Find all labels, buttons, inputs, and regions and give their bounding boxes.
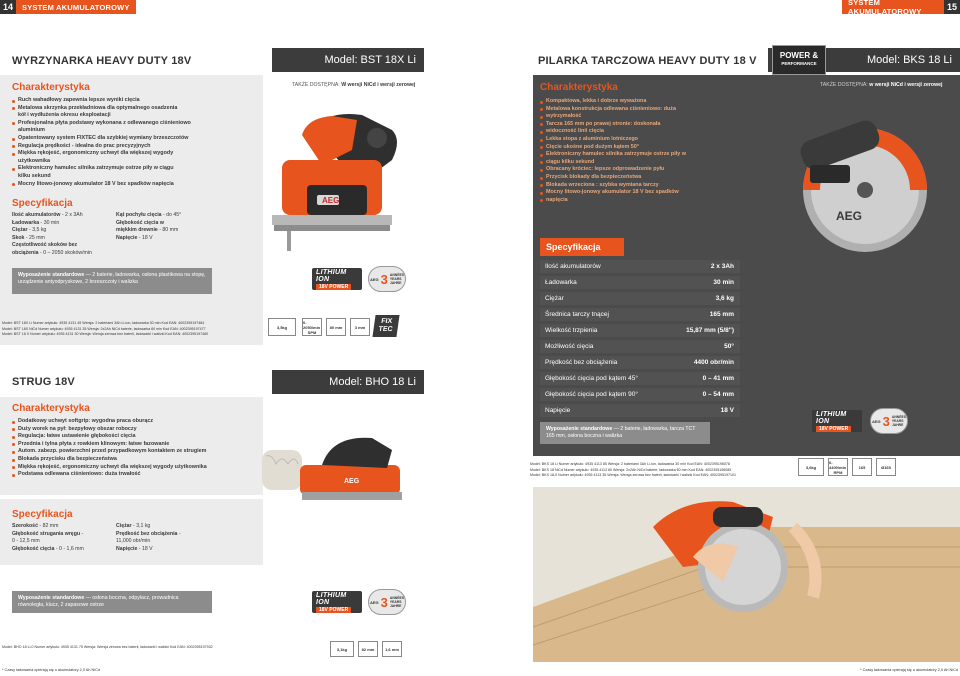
- spec-label: Ciężar: [12, 227, 28, 234]
- list-item: Autom. zabezp. powierzchni przed przypadkowym kontaktem ze strugiem: [12, 448, 262, 456]
- blade-value: 165: [858, 464, 866, 470]
- circular-saw-photo: [770, 95, 950, 255]
- planer-spec-heading: Specyfikacja: [12, 509, 73, 520]
- list-item: Cięcie ukośne pod dużym kątem 50°: [540, 144, 750, 152]
- width-value: 82 mm: [361, 646, 375, 652]
- spec-row: [540, 388, 740, 401]
- circular-saw-spec-heading: Specyfikacja: [540, 238, 624, 256]
- left-footnote: * Czasy ładowania opierają się o akumulatory 2,0 Ah NiCd: [2, 668, 100, 672]
- spec-label: Ciężar: [116, 523, 132, 529]
- left-page-header: [0, 0, 136, 14]
- right-footnote: * Czasy ładowania opierają się o akumulatory 2,0 Ah NiCd: [860, 668, 958, 672]
- warranty-text: YEARS: [389, 277, 402, 281]
- std-label: Wyposażenie standardowe: [546, 426, 613, 432]
- list-item: Mocny litowo-jonowy akumulator 18 V bez spadków: [540, 189, 750, 197]
- weight-icon: [330, 641, 354, 657]
- planer-model: Model: BHO 18 Li: [272, 370, 424, 394]
- svg-text:AEG: AEG: [836, 209, 863, 223]
- order-line: Model: BST 18X NiCd Numer artykułu: 4935 4131 35 Wersja: 2x2Ah NiCd baterie, ładowarka 60 min Kod EAN: 4002395197477: [2, 326, 206, 331]
- spec-value: 165 mm: [709, 311, 734, 318]
- jigsaw-standard-equipment: [12, 268, 212, 294]
- planer-title: STRUG 18V: [12, 376, 75, 388]
- warranty-number: 3: [882, 413, 890, 429]
- spec-label: Ciężar: [545, 295, 564, 302]
- spec-label: Średnica tarczy tnącej: [545, 311, 609, 318]
- spec-value: - do 45°: [161, 212, 182, 218]
- spec-value: - 3,1 kg: [131, 523, 151, 529]
- order-line: Model: BKS 18 NiCd Numer artykułu: 4935 4113 80 Wersja: 2x2Ah NiCd baterie, ładowarka 60 min Kod EAN: 4002395196085: [530, 467, 732, 472]
- svg-text:AEG: AEG: [344, 478, 360, 485]
- planer-features-heading: Charakterystyka: [12, 403, 90, 414]
- weight-icon: [268, 318, 296, 336]
- depth-value: 80 mm: [329, 324, 343, 330]
- list-item: Podstawa odlewana ciśnieniowo: duża trwałość: [12, 471, 262, 479]
- spec-line: [116, 538, 226, 546]
- spec-row: [540, 308, 740, 321]
- spec-label: Szerokość: [12, 523, 38, 529]
- spec-value: 18 V: [720, 407, 734, 414]
- spec-line: [12, 227, 112, 235]
- also-value: W wersji NiCd i wersji zerowej: [341, 82, 416, 88]
- spec-row: [540, 372, 740, 385]
- warranty-text: JAHRE: [891, 423, 904, 427]
- li-badge-text: LITHIUM ION: [316, 591, 347, 606]
- fixtec-text-2: TEC: [378, 326, 393, 333]
- speed-icon: [302, 318, 322, 336]
- spec-value: - 18 V: [137, 545, 153, 552]
- spec-value: - 30 min: [39, 219, 60, 226]
- aeg-logo-small: AEG: [369, 276, 379, 282]
- spec-line: [12, 250, 112, 258]
- spec-line: [12, 220, 112, 228]
- spec-label: Możliwość cięcia: [545, 343, 594, 350]
- svg-text:AEG: AEG: [322, 196, 340, 205]
- power-performance-badge: [772, 45, 826, 75]
- li-badge-power: 18V POWER: [816, 426, 851, 432]
- circular-saw-order-info: [530, 462, 780, 479]
- blade-icon: [852, 458, 872, 476]
- spec-value: - 3,5 kg: [27, 227, 47, 234]
- spec-value: 30 min: [713, 279, 734, 286]
- right-page-number: 15: [944, 0, 960, 14]
- circular-saw-features-heading: Charakterystyka: [540, 82, 618, 93]
- list-item: Kompaktowa, lekka i dobrze wyważona: [540, 98, 750, 106]
- aeg-logo-small: AEG: [369, 599, 379, 605]
- warranty-badge: [368, 266, 406, 292]
- planer-order-info: [2, 645, 262, 651]
- spec-line: [116, 235, 226, 243]
- warranty-text: ANNÉES: [389, 596, 405, 600]
- cut-depth-icon: [326, 318, 346, 336]
- spec-line: [116, 546, 226, 554]
- jigsaw-title: WYRZYNARKA HEAVY DUTY 18V: [12, 55, 192, 67]
- depth-value-2: 3 mm: [354, 324, 366, 330]
- list-item: Tarcza 165 mm po prawej stronie: doskonała: [540, 121, 750, 129]
- spec-label: Głębokość cięcia w: [116, 219, 164, 226]
- spec-row: [540, 404, 740, 417]
- spec-label: Głębokość cięcia pod kątem 45°: [545, 375, 638, 382]
- jigsaw-photo: [252, 90, 428, 260]
- list-item: Obracany króciec: lepsze odprowadzenie pyłu: [540, 166, 750, 174]
- list-item: użytkownika: [18, 157, 51, 164]
- speed-unit: SPM: [307, 329, 317, 335]
- list-item: Miękka rękojeść, ergonomiczny uchwyt dla większej wygody użytkownika: [12, 464, 262, 472]
- planer-features-list: [12, 418, 262, 479]
- list-item: Mocny litowo-jonowy akumulator 18 V bez spadków napięcia: [12, 181, 222, 189]
- spec-line: [12, 538, 112, 546]
- order-line: Model: BHO 18 Li-0 Numer artykułu: 4935 4131 75 Wersja: Wersja zerowa bez baterii, ładowarki i walizki Kod EAN: 4002395197932: [2, 645, 213, 649]
- warranty-number: 3: [380, 594, 388, 610]
- weight-icon: [798, 458, 824, 476]
- spec-value: 0 - 12,5 mm: [12, 538, 40, 545]
- list-item: Lekka stopa z aluminium lotniczego: [540, 136, 750, 144]
- warranty-text: YEARS: [389, 600, 402, 604]
- planer-specs-right: [116, 523, 226, 553]
- spec-label: Ilość akumulatorów: [12, 212, 61, 218]
- spec-value: - 80 mm: [157, 227, 179, 234]
- width-icon: [358, 641, 378, 657]
- list-item: widoczność linii cięcia: [540, 128, 750, 136]
- list-item: Profesjonalna płyta podstawy wykonana z odlewanego ciśnieniowo: [12, 120, 222, 128]
- spec-line: [116, 227, 226, 235]
- left-page-number: 14: [0, 0, 16, 14]
- list-item: Elektroniczny hamulec silnika zatrzymuje ostrze piły w: [540, 151, 750, 159]
- list-item: Metalowa skrzynka przekładniowa dla optymalnego osadzenia: [12, 105, 222, 113]
- circular-saw-title: PILARKA TARCZOWA HEAVY DUTY 18 V: [538, 55, 757, 67]
- jigsaw-specs-right: [116, 212, 226, 242]
- spec-value: 50°: [724, 343, 734, 350]
- spec-value: - 25 mm: [24, 234, 45, 241]
- speed-value: 0-2050/min: [303, 319, 321, 330]
- spec-label: Częstotliwość skoków bez: [12, 242, 78, 249]
- spec-line: [116, 531, 226, 539]
- li-badge-power: 18V POWER: [316, 284, 351, 290]
- order-line: Model: BKS 18-0 Numer artykułu: 4935 4113 35 Wersja: Wersja zerowa bez baterii, ładowarki i walizki Kod EAN: 4002395197101: [530, 473, 736, 478]
- spec-line: [12, 546, 112, 554]
- spec-row: [540, 260, 740, 273]
- right-section-title: SYSTEM AKUMULATOROWY: [842, 0, 944, 14]
- spec-row: [540, 340, 740, 353]
- spec-label: Głębokość cięcia pod kątem 90°: [545, 391, 638, 398]
- depth-icon: [382, 641, 402, 657]
- list-item: Blokada wrzeciona : szybka wymiana tarczy: [540, 182, 750, 190]
- also-label: TAKŻE DOSTĘPNA:: [292, 82, 340, 88]
- aeg-logo-small: AEG: [871, 418, 881, 424]
- circular-saw-model: Model: BKS 18 Li: [768, 48, 960, 72]
- spec-value: - 0 – 2050 skoków/min: [38, 249, 92, 256]
- list-item: Regulacja prędkości - idealna do prac precyzyjnych: [12, 143, 222, 151]
- list-item: ciągu kilku sekund: [540, 159, 750, 167]
- right-page-header: [842, 0, 960, 14]
- planer-photo: [262, 420, 422, 520]
- cut-depth-2-icon: [350, 318, 370, 336]
- spec-line: [12, 235, 112, 243]
- spec-label: Ładowarka: [545, 279, 577, 286]
- spec-value: 4400 obr/min: [693, 359, 734, 366]
- spec-line: [116, 523, 226, 531]
- lithium-ion-badge: [312, 268, 362, 290]
- spec-label: obciążenia: [12, 249, 39, 256]
- spec-label: Skok: [12, 234, 25, 241]
- jigsaw-order-info: [2, 321, 262, 338]
- weight-value: 3,5kg: [276, 324, 288, 330]
- lithium-ion-badge: [812, 410, 862, 432]
- jigsaw-model: Model: BST 18X Li: [272, 48, 424, 72]
- list-item: wytrzymałość: [540, 113, 750, 121]
- spec-label: Głębokość cięcia: [12, 545, 55, 552]
- performance-badge-text: PERFORMANCE: [781, 61, 817, 66]
- list-item: Blokada przycisku dla bezpieczeństwa: [12, 456, 262, 464]
- weight-value: 3,6kg: [805, 464, 817, 470]
- spec-label: Wielkość trzpienia: [545, 327, 598, 334]
- spec-label: Ładowarka: [12, 219, 40, 226]
- fixtec-logo: [372, 315, 399, 337]
- std-label: Wyposażenie standardowe: [18, 272, 85, 278]
- spec-value: - 0 - 1,6 mm: [54, 545, 84, 552]
- list-item: Miękka rękojeść, ergonomiczny uchwyt dla większej wygody: [12, 150, 222, 158]
- list-item: Opatentowany system FIXTEC dla szybkiej wymiany brzeszczotów: [12, 135, 222, 143]
- speed-value: 0-4400/min: [829, 459, 847, 470]
- spec-value: 3,6 kg: [715, 295, 734, 302]
- warranty-text: ANNÉES: [891, 415, 907, 419]
- order-line: Model: BST 18 X Numer artykułu: 4935 4131 30 Wersja: Wersja zerowa bez baterii, ładowarki i walizki Kod EAN: 4002395197460: [2, 332, 209, 337]
- std-value: — 2 baterie, ładowarka, tarcza TCT 165 mm, osłona boczna i walizka: [546, 426, 696, 440]
- spec-value: 0 – 41 mm: [702, 375, 734, 382]
- std-value: — osłona boczna, odpylacz, prowadnica równoległa, klucz, 2 zapasowe ostrze: [18, 595, 179, 609]
- spec-value: - 2 x 3Ah: [60, 212, 83, 218]
- list-item: Ruch wahadłowy zapewnia lepsze wyniki cięcia: [12, 97, 222, 105]
- warranty-number: 3: [380, 271, 388, 287]
- spec-label: Głębokość strugania wręgu: [12, 530, 81, 537]
- spec-label: Napięcie: [116, 545, 138, 552]
- weight-value: 3,1kg: [336, 646, 348, 652]
- saw-in-use-photo: [533, 487, 960, 662]
- spec-label: Prędkość bez obciążenia: [545, 359, 618, 366]
- planer-specs-left: [12, 523, 112, 553]
- warranty-text: ANNÉES: [389, 273, 405, 277]
- order-line: Model: BST 18X Li Numer artykułu: 4935 4131 45 Wersja: 2 bateriami 3Ah Li-ion, ładowarka 30 min Kod EAN: 4002395197484: [2, 321, 205, 325]
- list-item: Dodatkowy uchwyt softgrip: wygodna praca oburącz: [12, 418, 262, 426]
- list-item: Elektroniczny hamulec silnika zatrzymuje ostrze piły w ciągu: [12, 165, 222, 173]
- warranty-badge: [368, 589, 406, 615]
- list-item: kół i wydłużenia okresu eksploatacji: [18, 112, 111, 119]
- spec-line: [12, 242, 112, 250]
- list-item: Regulacja: łatwe ustawienie głębokości cięcia: [12, 433, 262, 441]
- jigsaw-specs-left: [12, 212, 112, 258]
- warranty-text: YEARS: [891, 419, 904, 423]
- jigsaw-also-available: [292, 82, 415, 88]
- circular-saw-also-available: [820, 82, 942, 88]
- list-item: napięcia: [540, 197, 750, 205]
- blade-diameter-value: Ø165: [881, 464, 891, 470]
- fixtec-text-1: FIX: [380, 318, 393, 325]
- left-section-title: SYSTEM AKUMULATOROWY: [16, 0, 136, 14]
- power-badge-text: POWER &: [779, 51, 819, 60]
- spec-label: Kąt pochyłu cięcia: [116, 212, 162, 218]
- list-item: Przycisk blokady dla bezpieczeństwa: [540, 174, 750, 182]
- spec-value: 15,87 mm (5/8"): [686, 327, 734, 334]
- spec-line: [116, 220, 226, 228]
- spec-line: [116, 212, 226, 220]
- jigsaw-features-heading: Charakterystyka: [12, 82, 90, 93]
- lithium-ion-badge: [312, 591, 362, 613]
- warranty-badge: [870, 408, 908, 434]
- li-badge-text: LITHIUM ION: [316, 268, 347, 283]
- circular-saw-features-list: [540, 98, 750, 204]
- order-line: Model: BKS 18 Li Numer artykułu: 4935 4113 85 Wersja: 2 bateriami 3Ah Li-ion, ładowarka 30 min Kod EAN: 4002395196078: [530, 462, 730, 466]
- li-badge-power: 18V POWER: [316, 607, 351, 613]
- spec-row: [540, 324, 740, 337]
- spec-value: 11,000 obr/min: [116, 538, 151, 545]
- spec-row: [540, 276, 740, 289]
- list-item: kilku sekund: [18, 172, 51, 179]
- spec-label: Prędkość bez obciążenia: [116, 530, 178, 537]
- spec-label: Ilość akumulatorów: [545, 263, 601, 270]
- jigsaw-spec-heading: Specyfikacja: [12, 198, 73, 209]
- planer-standard-equipment: [12, 591, 212, 613]
- spec-label: miękkim drewnie: [116, 227, 158, 234]
- warranty-text: JAHRE: [389, 281, 402, 285]
- spec-value: 0 – 54 mm: [702, 391, 734, 398]
- jigsaw-features-list: [12, 97, 222, 188]
- std-label: Wyposażenie standardowe: [18, 595, 85, 601]
- list-item: Metalowa konstrukcja odlewana ciśnieniowo: duża: [540, 106, 750, 114]
- spec-value: - 82 mm: [37, 523, 59, 529]
- list-item: Przednia i tylna płyta z rowkiem klinowym: łatwe fazowanie: [12, 441, 262, 449]
- spec-value: -: [177, 530, 181, 537]
- speed-icon: [828, 458, 848, 476]
- std-value: — 2 baterie, ładowarka, osłona plastikowa na stopę, urządzenie antyodpryskowe, 2 brzeszczoty i walizka: [18, 272, 206, 286]
- spec-row: [540, 292, 740, 305]
- circular-saw-standard-equipment: [540, 422, 710, 444]
- list-item: aluminium: [18, 127, 45, 134]
- spec-row: [540, 356, 740, 369]
- blade-diameter-icon: [876, 458, 896, 476]
- warranty-text: JAHRE: [389, 604, 402, 608]
- spec-line: [12, 531, 112, 539]
- spec-value: - 18 V: [137, 234, 153, 241]
- speed-unit: RPM: [833, 469, 843, 475]
- spec-label: Napięcie: [545, 407, 571, 414]
- spec-label: Napięcie: [116, 234, 138, 241]
- list-item: Duży worek na pył: bezpyłowy obszar roboczy: [12, 426, 262, 434]
- also-label: TAKŻE DOSTĘPNA:: [820, 82, 868, 88]
- also-value: w wersji NiCd i wersji zerowej: [869, 82, 943, 88]
- spec-value: 2 x 3Ah: [710, 263, 734, 270]
- spec-value: -: [80, 530, 84, 537]
- depth-value: 1,6 mm: [385, 646, 399, 652]
- spec-line: [12, 523, 112, 531]
- spec-line: [12, 212, 112, 220]
- li-badge-text: LITHIUM ION: [816, 410, 847, 425]
